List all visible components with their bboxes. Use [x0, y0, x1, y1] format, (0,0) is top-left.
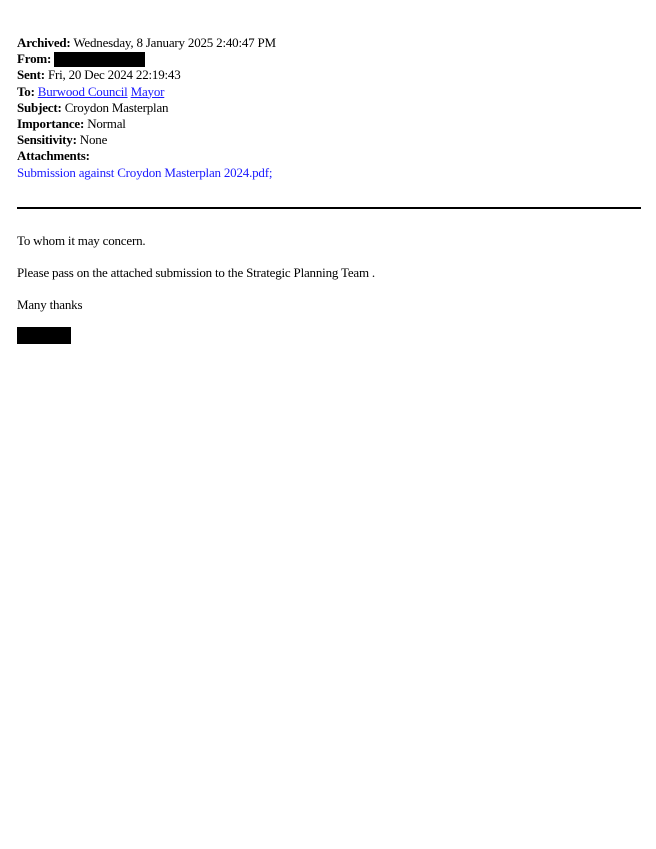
- greeting-text: To whom it may concern.: [17, 233, 146, 248]
- sent-label: Sent:: [17, 67, 45, 83]
- subject-value: Croydon Masterplan: [64, 99, 169, 115]
- importance-row: [17, 116, 276, 132]
- attachments-row: [17, 148, 276, 164]
- recipient-link-burwood-council[interactable]: Burwood Council: [37, 83, 128, 99]
- archived-label: Archived:: [17, 35, 71, 50]
- sent-row: [17, 67, 276, 83]
- attachment-link[interactable]: Submission against Croydon Masterplan 2024.pdf: [17, 164, 269, 180]
- recipient-link-mayor[interactable]: Mayor: [130, 83, 165, 99]
- from-label: From:: [17, 51, 52, 67]
- sensitivity-row: [17, 132, 276, 148]
- closing-text: Many thanks: [17, 297, 83, 312]
- subject-label: Subject:: [17, 99, 62, 115]
- attachments-label: Attachments:: [17, 148, 90, 164]
- archived-value: Wednesday, 8 January 2025 2:40:47 PM: [73, 35, 276, 50]
- sensitivity-label: Sensitivity:: [17, 132, 77, 148]
- attachment-separator: ;: [268, 164, 273, 180]
- message-paragraph: Please pass on the attached submission to the Strategic Planning Team .: [17, 265, 375, 280]
- subject-row: [17, 100, 276, 116]
- archived-row: [17, 35, 276, 51]
- email-header: [17, 35, 276, 181]
- attachment-row: [17, 165, 276, 181]
- sent-value: Fri, 20 Dec 2024 22:19:43: [47, 67, 181, 83]
- signature-redaction: [17, 327, 71, 344]
- importance-value: Normal: [87, 115, 126, 131]
- header-divider: [17, 207, 641, 209]
- importance-label: Importance:: [17, 115, 85, 131]
- to-row: [17, 84, 276, 100]
- to-label: To:: [17, 83, 35, 99]
- from-row: [17, 51, 276, 67]
- sender-redaction: [54, 52, 145, 67]
- sensitivity-value: None: [79, 132, 108, 148]
